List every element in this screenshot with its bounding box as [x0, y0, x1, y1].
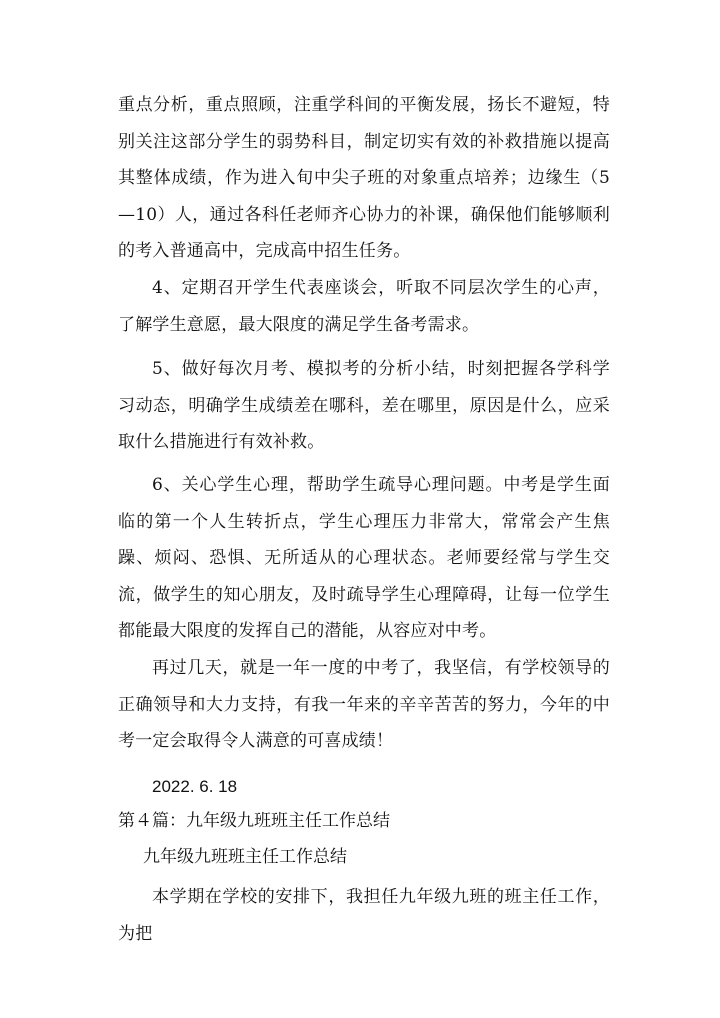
section-heading: 第４篇：九年级九班班主任工作总结 [118, 811, 390, 831]
section-subtitle: 九年级九班班主任工作总结 [143, 847, 347, 867]
paragraph-continuation: 重点分析，重点照顾，注重学科间的平衡发展，扬长不避短，特别关注这部分学生的弱势科目，制定切实有效的补救措施以提高其整体成绩，作为进入旬中尖子班的对象重点培养；边缘生（5—10）人，通过各科任老师齐心协力的补课，确保他们能够顺利的考入普通高中，完成高中招生任务。 [118, 95, 610, 262]
paragraph-item-5: 5、做好每次月考、模拟考的分析小结，时刻把握各学科学习动态，明确学生成绩差在哪科，差在哪里，原因是什么，应采取什么措施进行有效补救。 [118, 359, 610, 453]
paragraph-intro: 本学期在学校的安排下，我担任九年级九班的班主任工作，为把 [118, 887, 610, 944]
paragraph-conclusion: 再过几天，就是一年一度的中考了，我坚信，有学校领导的正确领导和大力支持，有我一年来的辛辛苦苦的努力，今年的中考一定会取得令人满意的可喜成绩！ [118, 658, 610, 752]
paragraph-item-6: 6、关心学生心理，帮助学生疏导心理问题。中考是学生面临的第一个人生转折点，学生心理压力非常大，常常会产生焦躁、烦闷、恐惧、无所适从的心理状态。老师要经常与学生交流，做学生的知心朋友，及时疏导学生心理障碍，让每一位学生都能最大限度的发挥自己的潜能，从容应对中考。 [118, 475, 610, 642]
document-date: 2022. 6. 18 [152, 777, 238, 796]
paragraph-item-4: 4、定期召开学生代表座谈会，听取不同层次学生的心声，了解学生意愿，最大限度的满足学生备考需求。 [118, 278, 610, 335]
